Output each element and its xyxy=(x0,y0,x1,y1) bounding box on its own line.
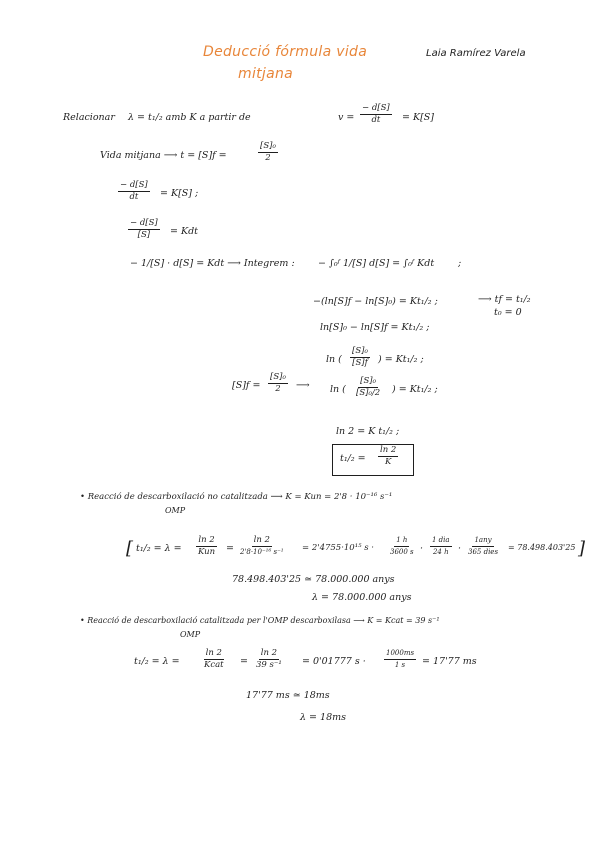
relate-label: Relacionar xyxy=(63,112,115,123)
result-den: K xyxy=(384,457,392,467)
sub-label: [S]f = xyxy=(232,380,261,391)
case1-eq-sign: = xyxy=(226,543,234,554)
case1-frac-1 xyxy=(196,535,217,558)
case1-conv-1 xyxy=(388,535,416,558)
ln-line-3-pre: ln ( xyxy=(326,354,342,365)
relate-expr: λ = t₁/₂ amb K a partir de xyxy=(128,112,251,123)
case1-bracket-close: ] xyxy=(578,538,586,559)
step2-fraction xyxy=(128,218,160,241)
relate-fraction-num: − d[S] xyxy=(362,103,390,113)
case1-eq-lhs: t₁/₂ = λ = xyxy=(136,543,182,554)
sub-den: 2 xyxy=(275,384,281,394)
case1-conv-2-den: 24 h xyxy=(432,548,449,556)
case2-eq-end: = 17'77 ms xyxy=(422,656,477,667)
relate-rhs: = K[S] xyxy=(402,112,434,123)
ln-line-4-pre: ln ( xyxy=(330,384,346,395)
ln-line-1: −(ln[S]f − ln[S]₀) = Kt₁/₂ ; xyxy=(313,296,438,307)
half-fraction-den: 2 xyxy=(265,153,271,163)
case1-bullet: • Reacció de descarboxilació no catalitzada ⟶ K = Kun = 2'8 · 10⁻¹⁶ s⁻¹ xyxy=(80,492,393,502)
relate-fraction-den: dt xyxy=(371,115,381,125)
step2-rhs: = Kdt xyxy=(170,226,198,237)
sub-num: [S]₀ xyxy=(270,372,286,382)
case2-eq-lhs: t₁/₂ = λ = xyxy=(134,656,180,667)
case1-frac-2 xyxy=(238,535,286,558)
relate-v: v = xyxy=(338,112,355,123)
case1-frac-1-num: ln 2 xyxy=(198,535,215,545)
case2-frac-1-num: ln 2 xyxy=(205,648,222,658)
result-fraction xyxy=(378,445,398,468)
author-name: Laia Ramírez Varela xyxy=(426,48,526,59)
step1-den: dt xyxy=(129,192,139,202)
half-fraction-num: [S]₀ xyxy=(260,141,276,151)
case1-approx-2: λ = 78.000.000 anys xyxy=(312,592,412,603)
case1-conv-1-den: 3600 s xyxy=(390,548,414,556)
case1-conv-2-num: 1 dia xyxy=(430,535,452,547)
result-num: ln 2 xyxy=(380,445,397,455)
half-fraction xyxy=(258,141,278,164)
step1-rhs: = K[S] ; xyxy=(160,188,199,199)
case1-conv-2 xyxy=(430,535,452,558)
ln-line-1-cond-2: t₀ = 0 xyxy=(494,307,522,318)
ln-line-3-fraction xyxy=(350,346,370,369)
ln-line-5: ln 2 = K t₁/₂ ; xyxy=(336,426,400,437)
title-line-1: Deducció fórmula vida xyxy=(203,44,368,60)
case1-eq-end: = 78.498.403'25 xyxy=(508,543,576,552)
case1-conv-3 xyxy=(466,535,500,558)
case2-bullet: • Reacció de descarboxilació catalitzada per l'OMP descarboxilasa ⟶ K = Kcat = 39 s⁻¹ xyxy=(80,616,440,625)
case1-eq-mid: = 2'4755·10¹⁵ s · xyxy=(302,543,375,553)
ln-line-3-den: [S]f xyxy=(352,358,368,368)
case2-conv-1-num: 1000ms xyxy=(384,648,416,660)
case2-frac-2 xyxy=(254,648,284,671)
ln-line-4-fraction xyxy=(354,376,382,399)
case2-frac-1-den: Kcat xyxy=(204,660,224,670)
case1-bracket-open: [ xyxy=(126,538,134,559)
case2-conv-1 xyxy=(384,648,416,671)
ln-line-3-post: ) = Kt₁/₂ ; xyxy=(378,354,424,365)
ln-line-1-cond-1: ⟶ tf = t₁/₂ xyxy=(478,294,531,305)
sub-arrow: ⟶ xyxy=(296,380,310,391)
title-line-2: mitjana xyxy=(238,66,294,82)
case1-approx-1: 78.498.403'25 ≃ 78.000.000 anys xyxy=(232,574,395,585)
case1-conv-3-den: 365 dies xyxy=(468,548,499,556)
case1-frac-1-den: Kun xyxy=(198,547,216,557)
case2-conv-1-den: 1 s xyxy=(394,661,406,669)
case2-eq-mid: = 0'01777 s · xyxy=(302,656,366,667)
step2-num: − d[S] xyxy=(130,218,158,228)
case2-frac-2-num: ln 2 xyxy=(260,648,278,658)
step3-lhs: − 1/[S] · d[S] = Kdt ⟶ Integrem : xyxy=(130,258,295,269)
step1-num: − d[S] xyxy=(120,180,148,190)
step1-fraction xyxy=(118,180,150,203)
case2-frac-1 xyxy=(202,648,226,671)
step2-den: [S] xyxy=(137,230,151,240)
ln-line-4-post: ) = Kt₁/₂ ; xyxy=(392,384,438,395)
case2-approx-2: λ = 18ms xyxy=(300,712,346,723)
sub-fraction xyxy=(268,372,288,395)
ln-line-3-num: [S]₀ xyxy=(352,346,368,356)
ln-line-4-den: [S]₀/2 xyxy=(356,388,381,398)
case2-eq-sign: = xyxy=(240,656,248,667)
case1-conv-1-num: 1 h xyxy=(394,535,409,547)
step3-integral: − ∫₀ᶠ 1/[S] d[S] = ∫₀ᶠ Kdt xyxy=(318,258,435,269)
case1-dot-2: · xyxy=(458,543,462,554)
case1-dot-1: · xyxy=(420,543,424,554)
case2-subscript: OMP xyxy=(180,630,201,639)
result-lhs: t₁/₂ = xyxy=(340,453,366,464)
half-life-label: Vida mitjana ⟶ t = [S]f = xyxy=(100,150,227,161)
case2-approx-1: 17'77 ms ≃ 18ms xyxy=(246,690,330,701)
case1-frac-2-num: ln 2 xyxy=(253,535,270,545)
relate-fraction xyxy=(360,103,392,126)
ln-line-2: ln[S]₀ − ln[S]f = Kt₁/₂ ; xyxy=(320,322,430,333)
step3-end: ; xyxy=(458,258,462,269)
case2-frac-2-den: 39 s⁻¹ xyxy=(256,660,282,670)
ln-line-4-num: [S]₀ xyxy=(360,376,376,386)
case1-frac-2-den: 2'8·10⁻¹⁶ s⁻¹ xyxy=(240,548,284,556)
case1-subscript: OMP xyxy=(165,506,186,515)
case1-conv-3-num: 1any xyxy=(472,535,493,547)
